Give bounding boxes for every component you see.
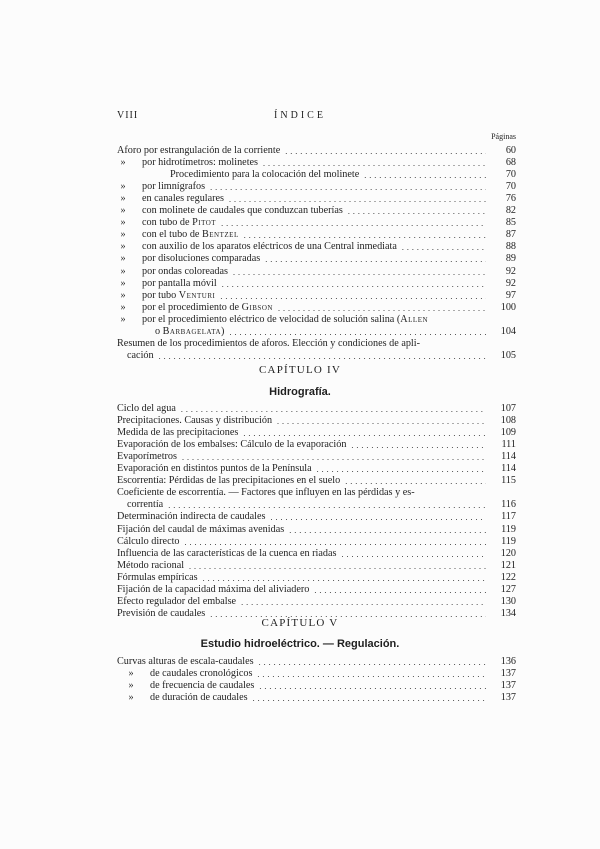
toc-entry-title: con tubo de Pitot <box>142 217 217 229</box>
toc-entry <box>117 266 516 278</box>
toc-entry-title: con auxilio de los aparatos eléctricos de una Central inmediata <box>142 241 397 253</box>
toc-entry <box>117 680 516 692</box>
toc-entry-title: Coeficiente de escorrentía. — Factores que influyen en las pérdidas y es- <box>117 487 415 499</box>
toc-entry <box>117 427 516 439</box>
toc-entry-title: Medida de las precipitaciones <box>117 427 239 439</box>
toc-entry <box>117 290 516 302</box>
toc-entry <box>117 536 516 548</box>
toc-entry-page: 87 <box>505 229 516 241</box>
toc-entry <box>117 584 516 596</box>
dot-leader <box>402 241 486 253</box>
dot-leader <box>181 403 486 415</box>
ditto-mark: » <box>128 692 134 703</box>
toc-entry-page: 92 <box>505 265 516 277</box>
toc-entry-title: por pantalla móvil <box>142 277 217 289</box>
dot-leader <box>222 278 486 290</box>
dot-leader <box>259 680 486 692</box>
toc-entry-page: 109 <box>500 427 516 439</box>
toc-entry-title: Escorrentía: Pérdidas de las precipitaciones en el suelo <box>117 475 341 487</box>
toc-entry <box>117 314 516 326</box>
toc-entry <box>117 278 516 290</box>
toc-entry-title: Evaporímetros <box>117 451 177 463</box>
toc-entry-page: 117 <box>501 511 516 523</box>
toc-entry <box>117 439 516 451</box>
toc-entry-title: por ondas coloreadas <box>142 265 228 277</box>
toc-entry <box>117 229 516 241</box>
toc-entry-title: Evaporación de los embalses: Cálculo de la evaporación <box>117 439 347 451</box>
toc-entry-title: por tubo Venturi <box>142 289 216 301</box>
dot-leader <box>277 415 486 427</box>
toc-entry-title: Fórmulas empíricas <box>117 571 198 583</box>
toc-entry <box>117 169 516 181</box>
ditto-mark: » <box>120 313 126 325</box>
toc-entry-page: 119 <box>501 535 516 547</box>
toc-entry-title: o Barbagelata) <box>155 325 225 337</box>
toc-entry <box>117 499 516 511</box>
toc-entry-page: 108 <box>500 415 516 427</box>
ditto-mark: » <box>120 217 126 229</box>
toc-entry <box>117 157 516 169</box>
dot-leader <box>289 524 486 536</box>
dot-leader <box>159 350 486 362</box>
toc-entry <box>117 145 516 157</box>
toc-entry-page: 134 <box>500 607 516 619</box>
toc-entry <box>117 403 516 415</box>
toc-entry <box>117 338 516 350</box>
toc-entry <box>117 487 516 499</box>
toc-entry <box>117 475 516 487</box>
toc-entry <box>117 656 516 668</box>
dot-leader <box>210 181 486 193</box>
dot-leader <box>364 169 486 181</box>
toc-entry-title: de frecuencia de caudales <box>150 680 255 691</box>
toc-entry-title: Determinación indirecta de caudales <box>117 511 266 523</box>
dot-leader <box>182 451 486 463</box>
toc-entry-page: 137 <box>500 680 516 691</box>
toc-entry-page: 120 <box>500 547 516 559</box>
ditto-mark: » <box>120 289 126 301</box>
toc-entry <box>117 572 516 584</box>
dot-leader <box>341 548 486 560</box>
toc-entry-title: Cálculo directo <box>117 535 180 547</box>
toc-entry-page: 104 <box>500 325 516 337</box>
toc-entry-page: 85 <box>505 217 516 229</box>
toc-entry-title: por el procedimiento eléctrico de velocidad de solución salina (Allen <box>142 313 429 325</box>
toc-entry-title: Ciclo del agua <box>117 403 176 414</box>
toc-entry <box>117 241 516 253</box>
toc-entry-title: Resumen de los procedimientos de aforos. Elección y condiciones de apli- <box>117 337 420 349</box>
toc-entry-title: con el tubo de Bentzel <box>142 229 239 241</box>
toc-entry-page: 97 <box>505 289 516 301</box>
toc-entry <box>117 668 516 680</box>
dot-leader <box>243 427 486 439</box>
toc-entry-title: Procedimiento para la colocación del molinete <box>170 169 360 181</box>
dot-leader <box>278 302 486 314</box>
ditto-mark: » <box>120 193 126 205</box>
dot-leader <box>221 217 486 229</box>
toc-entry-page: 127 <box>500 583 516 595</box>
toc-entry-page: 105 <box>500 349 516 361</box>
toc-entry-title: por disoluciones comparadas <box>142 253 261 265</box>
paginas-label: Páginas <box>491 132 516 141</box>
ditto-mark: » <box>128 668 134 679</box>
toc-entry-page: 76 <box>505 193 516 205</box>
toc-entry-title: Aforo por estrangulación de la corriente <box>117 145 281 156</box>
toc-entry <box>117 302 516 314</box>
toc-entry-page: 107 <box>500 403 516 414</box>
dot-leader <box>285 145 486 157</box>
toc-entry <box>117 193 516 205</box>
toc-entry-page: 137 <box>500 668 516 679</box>
toc-entry-title: Evaporación en distintos puntos de la Península <box>117 463 312 475</box>
toc-entry-page: 119 <box>501 523 516 535</box>
chapter-5-heading: Estudio hidroeléctrico. — Regulación. <box>200 638 400 650</box>
toc-entry <box>117 524 516 536</box>
toc-entry-page: 116 <box>501 499 516 511</box>
page-header-title: ÍNDICE <box>274 110 326 121</box>
toc-entry-title: Curvas alturas de escala-caudales <box>117 656 254 667</box>
ditto-mark: » <box>120 181 126 193</box>
dot-leader <box>263 157 486 169</box>
toc-entry-title: de caudales cronológicos <box>150 668 253 679</box>
toc-entry-title: por limnígrafos <box>142 181 206 193</box>
dot-leader <box>203 572 486 584</box>
ditto-mark: » <box>128 680 134 691</box>
toc-entry <box>117 451 516 463</box>
dot-leader <box>314 584 486 596</box>
dot-leader <box>229 326 486 338</box>
chapter-5-label: CAPÍTULO V <box>261 617 339 629</box>
toc-entry-page: 111 <box>501 439 516 451</box>
toc-entry-title: Precipitaciones. Causas y distribución <box>117 415 273 427</box>
ditto-mark: » <box>120 265 126 277</box>
dot-leader <box>185 536 486 548</box>
toc-entry-page: 100 <box>500 301 516 313</box>
toc-entry <box>117 596 516 608</box>
toc-entry <box>117 560 516 572</box>
toc-entry-title: Previsión de caudales <box>117 607 206 619</box>
toc-entry-page: 122 <box>500 571 516 583</box>
dot-leader <box>345 475 486 487</box>
toc-entry-page: 121 <box>500 559 516 571</box>
toc-entry-title: correntía <box>127 499 164 511</box>
chapter-4-label: CAPÍTULO IV <box>259 364 341 376</box>
dot-leader <box>244 229 486 241</box>
dot-leader <box>168 499 486 511</box>
toc-entry <box>117 415 516 427</box>
dot-leader <box>265 253 486 265</box>
toc-entry-page: 70 <box>505 181 516 193</box>
toc-entry <box>117 548 516 560</box>
dot-leader <box>271 511 487 523</box>
toc-entry <box>117 326 516 338</box>
dot-leader <box>351 439 486 451</box>
dot-leader <box>233 266 486 278</box>
dot-leader <box>259 656 486 668</box>
ditto-mark: » <box>120 229 126 241</box>
dot-leader <box>257 668 486 680</box>
ditto-mark: » <box>120 301 126 313</box>
toc-entry-page: 82 <box>505 205 516 217</box>
toc-entry-title: Método racional <box>117 559 185 571</box>
ditto-mark: » <box>120 205 126 217</box>
ditto-mark: » <box>120 277 126 289</box>
toc-entry-page: 88 <box>505 241 516 253</box>
toc-entry-title: de duración de caudales <box>150 692 248 703</box>
toc-entry <box>117 511 516 523</box>
dot-leader <box>241 596 486 608</box>
ditto-mark: » <box>120 253 126 265</box>
toc-entry-title: Fijación del caudal de máximas avenidas <box>117 523 285 535</box>
dot-leader <box>229 193 486 205</box>
toc-entry-title: Influencia de las características de la cuenca en riadas <box>117 547 337 559</box>
toc-entry-title: Efecto regulador del embalse <box>117 595 237 607</box>
toc-entry-page: 136 <box>500 656 516 667</box>
toc-entry-title: cación <box>127 349 154 361</box>
toc-entry-title: Fijación de la capacidad máxima del aliviadero <box>117 583 310 595</box>
toc-entry-page: 60 <box>505 145 516 156</box>
toc-entry-page: 92 <box>505 277 516 289</box>
ditto-mark: » <box>120 241 126 253</box>
toc-entry-page: 114 <box>501 451 516 463</box>
toc-entry-title: con molinete de caudales que conduzcan tuberías <box>142 205 343 217</box>
toc-entry-page: 137 <box>500 692 516 703</box>
toc-entry-title: por hidrotímetros: molinetes <box>142 157 259 169</box>
toc-entry-page: 68 <box>505 157 516 169</box>
dot-leader <box>220 290 486 302</box>
ditto-mark: » <box>120 157 126 169</box>
dot-leader <box>317 463 486 475</box>
toc-entry-title: por el procedimiento de Gibson <box>142 301 273 313</box>
toc-entry-page: 114 <box>501 463 516 475</box>
toc-entry <box>117 205 516 217</box>
dot-leader <box>189 560 486 572</box>
toc-entry <box>117 692 516 704</box>
toc-entry-page: 89 <box>505 253 516 265</box>
toc-entry-title: en canales regulares <box>142 193 225 205</box>
toc-entry <box>117 463 516 475</box>
dot-leader <box>253 692 486 704</box>
chapter-4-heading: Hidrografía. <box>269 386 331 398</box>
page-number: VIII <box>117 110 139 121</box>
toc-entry <box>117 181 516 193</box>
toc-entry-page: 115 <box>501 475 516 487</box>
toc-entry <box>117 350 516 362</box>
dot-leader <box>348 205 486 217</box>
toc-entry <box>117 217 516 229</box>
toc-entry-page: 130 <box>500 595 516 607</box>
toc-entry <box>117 253 516 265</box>
toc-entry-page: 70 <box>505 169 516 181</box>
